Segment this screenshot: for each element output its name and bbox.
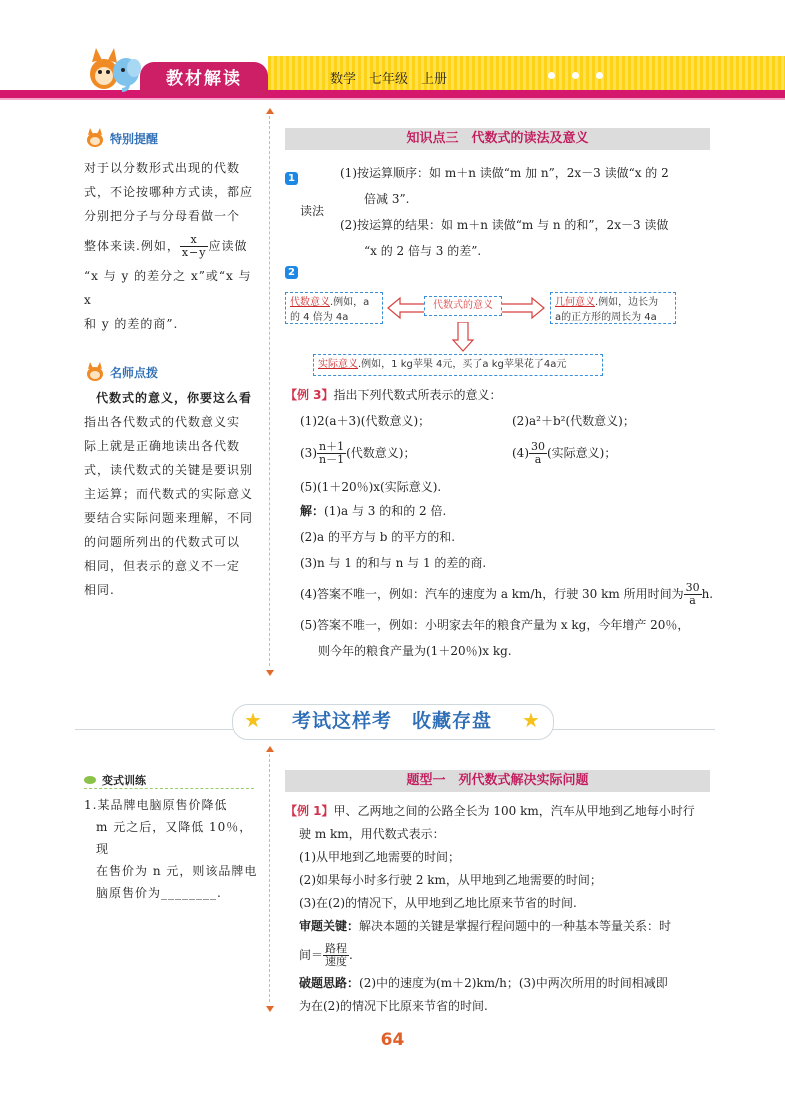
tip-line xyxy=(84,228,264,264)
column-divider xyxy=(269,754,270,1002)
star-icon: ★ xyxy=(244,708,262,732)
header-tab: 教材解读 xyxy=(140,62,268,96)
teacher-line: 主运算；而代数式的实际意义 xyxy=(84,487,254,501)
fox-mascot-icon xyxy=(84,362,106,382)
number-2-icon: 2 xyxy=(285,266,298,279)
box-text: .例如，边长为 xyxy=(595,297,659,308)
review-text: 解决本题的关键是掌握行程问题中的一种基本等量关系：时 xyxy=(359,919,672,933)
number-1-icon: 1 xyxy=(285,172,298,185)
box-label: 代数意义 xyxy=(290,297,330,308)
numerator: 路程 xyxy=(325,942,348,955)
denominator: x−y xyxy=(181,246,207,259)
review-formula xyxy=(285,938,715,972)
down-arrow-icon xyxy=(452,322,474,352)
question-line: (1)从甲地到乙地需要的时间； xyxy=(299,850,460,864)
fraction xyxy=(323,943,349,968)
numerator: x xyxy=(180,234,209,247)
header-subtitle: 数学 七年级 上册 xyxy=(330,72,448,87)
rule-line: “x 的 2 倍与 3 的差”. xyxy=(364,244,482,258)
section-title: 知识点三 代数式的读法及意义 xyxy=(285,128,710,150)
separator-arrow-icon xyxy=(266,1006,274,1012)
question-line: (3)在(2)的情况下，从甲地到乙地比原来节省的时间. xyxy=(299,896,577,910)
tip-line: 分别把分子与分母看做一个 xyxy=(84,209,241,223)
teacher-line: 指出各代数式的代数意义实 xyxy=(84,415,241,429)
example-item: (1)2(a＋3)(代数意义)； xyxy=(300,414,431,428)
header-dot-icon xyxy=(596,72,603,79)
solution-line xyxy=(300,576,720,612)
tip-line: 式，不论按哪种方式读，都应 xyxy=(84,185,254,199)
idea-label: 破题思路： xyxy=(299,976,360,990)
solution-line: (5)答案不唯一，例如：小明家去年的粮食产量为 x kg，今年增产 20％， xyxy=(300,618,690,632)
practice-body xyxy=(84,794,264,904)
box-text: 的 4 倍为 4a xyxy=(290,312,349,323)
example-3 xyxy=(285,382,725,408)
example-text: 驶 m km，用代数式表示： xyxy=(299,827,445,841)
tip-body xyxy=(84,156,264,336)
geometric-meaning-box xyxy=(550,292,676,324)
read-rules xyxy=(340,160,720,264)
practice-line: 1.某品牌电脑原售价降低 xyxy=(84,798,228,812)
fraction xyxy=(529,441,547,466)
teacher-body xyxy=(84,386,264,602)
example-text: 甲、乙两地之间的公路全长为 100 km，汽车从甲地到乙地每小时行 xyxy=(333,804,695,818)
rule-line: (1)按运算顺序：如 m＋n 读做“m 加 n”，2x－3 读做“x 的 2 xyxy=(340,166,669,180)
idea-text: 为在(2)的情况下比原来节省的时间. xyxy=(299,999,488,1013)
tip-line: 和 y 的差的商”. xyxy=(84,317,179,331)
teacher-line: 要结合实际问题来理解，不同 xyxy=(84,511,254,525)
read-label: 读法 xyxy=(300,204,325,218)
solution-text: (4)答案不唯一，例如：汽车的速度为 a km/h，行驶 30 km 所用时间为 xyxy=(300,587,684,601)
tip-text: 应读做 xyxy=(208,239,248,253)
box-text: .例如，1 kg苹果 4元，买了a kg苹果花了4a元 xyxy=(358,359,567,370)
tip-box xyxy=(84,128,158,148)
column-divider xyxy=(269,116,270,666)
practice-line: 脑原售价为________. xyxy=(96,886,222,900)
fraction xyxy=(684,582,702,607)
example-item: (2)a²＋b²(代数意义)； xyxy=(512,414,635,428)
item-text: (3) xyxy=(300,446,317,460)
numerator: 30 xyxy=(685,581,700,594)
item-text: (实际意义)； xyxy=(547,446,617,460)
mascot-logo-icon xyxy=(84,46,142,94)
teacher-box xyxy=(84,362,158,382)
solution-label: 解： xyxy=(300,504,325,518)
teacher-line: 式，读代数式的关键是要识别 xyxy=(84,463,254,477)
solution-line: (1)a 与 3 的和的 2 倍. xyxy=(324,504,447,518)
star-icon: ★ xyxy=(522,708,540,732)
denominator: a xyxy=(689,594,696,607)
review-label: 审题关键： xyxy=(299,919,360,933)
practice-line: m 元之后，又降低 10％，现 xyxy=(96,820,253,856)
separator-arrow-icon xyxy=(266,670,274,676)
practice-header xyxy=(84,772,146,788)
example-1 xyxy=(285,800,715,1018)
box-label: 实际意义 xyxy=(318,359,358,370)
teacher-line: 相同，但表示的意义不一定 xyxy=(84,559,241,573)
tip-line: 对于以分数形式出现的代数 xyxy=(84,161,241,175)
solution-line: (2)a 的平方与 b 的平方的和. xyxy=(300,530,456,544)
practical-meaning-box xyxy=(313,354,603,376)
tip-title: 特别提醒 xyxy=(110,131,159,146)
rule-line: 倍减 3”. xyxy=(364,192,410,206)
separator-arrow-icon xyxy=(266,746,274,752)
example-prompt: 指出下列代数式所表示的意义： xyxy=(333,388,502,402)
item-text: (4) xyxy=(512,446,529,460)
teacher-line: 际上就是正确地读出各代数 xyxy=(84,439,241,453)
example-item: (5)(1＋20％)x(实际意义). xyxy=(300,480,442,494)
box-label: 几何意义 xyxy=(555,297,595,308)
tip-line: “x 与 y 的差分之 x”或“x 与 x xyxy=(84,269,252,307)
numerator: 30 xyxy=(531,440,545,453)
section-title: 题型一 列代数式解决实际问题 xyxy=(285,770,710,792)
separator-arrow-icon xyxy=(266,108,274,114)
solution-text: h. xyxy=(701,587,714,601)
teacher-line: 相同. xyxy=(84,583,115,597)
practice-rule xyxy=(84,788,254,789)
denominator: a xyxy=(534,453,542,466)
review-text: . xyxy=(349,948,353,962)
meaning-center-box: 代数式的意义 xyxy=(424,296,502,316)
practice-title: 变式训练 xyxy=(102,774,146,787)
denominator: 速度 xyxy=(325,955,348,968)
header-dot-icon xyxy=(548,72,555,79)
idea-text: (2)中的速度为(m＋2)km/h；(3)中两次所用的时间相减即 xyxy=(359,976,668,990)
banner-title: 考试这样考 收藏存盘 xyxy=(291,710,492,732)
header-bar-underline xyxy=(0,98,785,100)
example-tag: 【例 3】 xyxy=(285,388,334,402)
teacher-title: 名师点拨 xyxy=(110,365,159,380)
example-item xyxy=(512,436,616,470)
tip-text: 整体来读.例如， xyxy=(84,239,180,253)
box-text: .例如，a xyxy=(330,297,370,308)
solution-line: 则今年的粮食产量为(1＋20％)x kg. xyxy=(318,644,512,658)
item-text: (代数意义)； xyxy=(346,446,416,460)
page-number: 64 xyxy=(380,1030,405,1050)
review-text: 间＝ xyxy=(299,948,324,962)
example-item xyxy=(300,436,415,470)
algebraic-meaning-box xyxy=(285,292,383,324)
example-tag: 【例 1】 xyxy=(285,804,334,818)
solution xyxy=(300,498,720,664)
box-text: a的正方形的周长为 4a xyxy=(555,312,657,323)
practice-line: 在售价为 n 元，则该品牌电 xyxy=(96,864,258,878)
fox-mascot-icon xyxy=(84,128,106,148)
fraction xyxy=(180,234,209,259)
header-dot-icon xyxy=(572,72,579,79)
teacher-subtitle: 代数式的意义，你要这么看 xyxy=(96,391,253,405)
rule-line: (2)按运算的结果：如 m＋n 读做“m 与 n 的和”，2x－3 读做 xyxy=(340,218,669,232)
practice-dot-icon xyxy=(84,776,96,784)
question-line: (2)如果每小时多行驶 2 km，从甲地到乙地需要的时间； xyxy=(299,873,602,887)
solution-line: (3)n 与 1 的和与 n 与 1 的差的商. xyxy=(300,556,487,570)
numerator: n＋1 xyxy=(319,440,345,453)
fraction xyxy=(317,441,346,466)
teacher-line: 的问题所列出的代数式可以 xyxy=(84,535,241,549)
denominator: n－1 xyxy=(319,453,345,466)
